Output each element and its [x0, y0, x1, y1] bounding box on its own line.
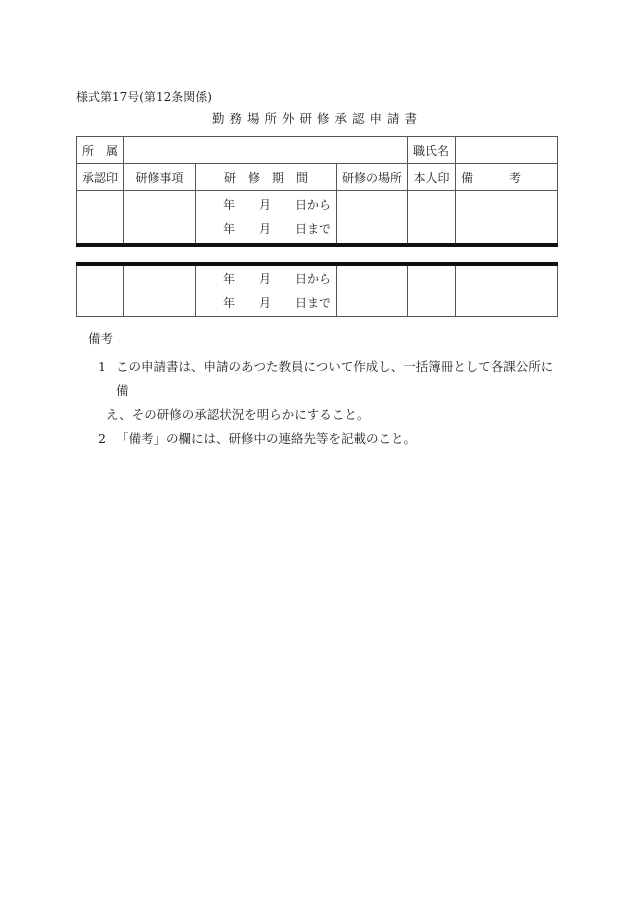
notes-heading: 備考 [88, 331, 114, 346]
table-row [77, 191, 558, 246]
note-item [88, 355, 556, 427]
note-number: 1 [98, 359, 106, 374]
form-number: 様式第17号(第12条関係) [76, 90, 212, 104]
note-number: 2 [98, 431, 106, 446]
application-table-continued [76, 262, 558, 317]
notes-section [88, 329, 556, 451]
header-training-period: 研 修 期 間 [196, 164, 337, 191]
period-from: 年 月 日から [222, 198, 331, 212]
header-training-item: 研修事項 [124, 164, 196, 191]
approval-seal-cell[interactable] [77, 264, 124, 317]
training-place-cell[interactable] [337, 264, 408, 317]
approval-seal-cell[interactable] [77, 191, 124, 246]
period-to: 年 月 日まで [222, 222, 331, 236]
note-text: 「備考」の欄には、研修中の連絡先等を記載のこと。 [116, 431, 417, 446]
affiliation-label: 所 属 [77, 137, 124, 164]
header-training-place: 研修の場所 [337, 164, 408, 191]
training-item-cell[interactable] [124, 264, 196, 317]
position-name-label: 職氏名 [408, 137, 456, 164]
note-text: この申請書は、申請のあつた教員について作成し、一括簿冊として各課公所に備 [116, 359, 554, 398]
period-from: 年 月 日から [222, 272, 331, 286]
note-item [88, 427, 556, 451]
personal-seal-cell[interactable] [408, 191, 456, 246]
training-place-cell[interactable] [337, 191, 408, 246]
training-period-cell[interactable] [196, 264, 337, 317]
position-name-field[interactable] [456, 137, 558, 164]
header-remarks: 備 考 [456, 164, 558, 191]
training-period-cell[interactable] [196, 191, 337, 246]
header-personal-seal: 本人印 [408, 164, 456, 191]
note-text-continued: え、その研修の承認状況を明らかにすること。 [106, 407, 370, 422]
training-item-cell[interactable] [124, 191, 196, 246]
remarks-cell[interactable] [456, 191, 558, 246]
personal-seal-cell[interactable] [408, 264, 456, 317]
period-to: 年 月 日まで [222, 296, 331, 310]
application-table [76, 136, 558, 247]
affiliation-field[interactable] [124, 137, 408, 164]
table-row [77, 264, 558, 317]
header-approval-seal: 承認印 [77, 164, 124, 191]
remarks-cell[interactable] [456, 264, 558, 317]
document-title: 勤務場所外研修承認申請書 [212, 111, 423, 126]
